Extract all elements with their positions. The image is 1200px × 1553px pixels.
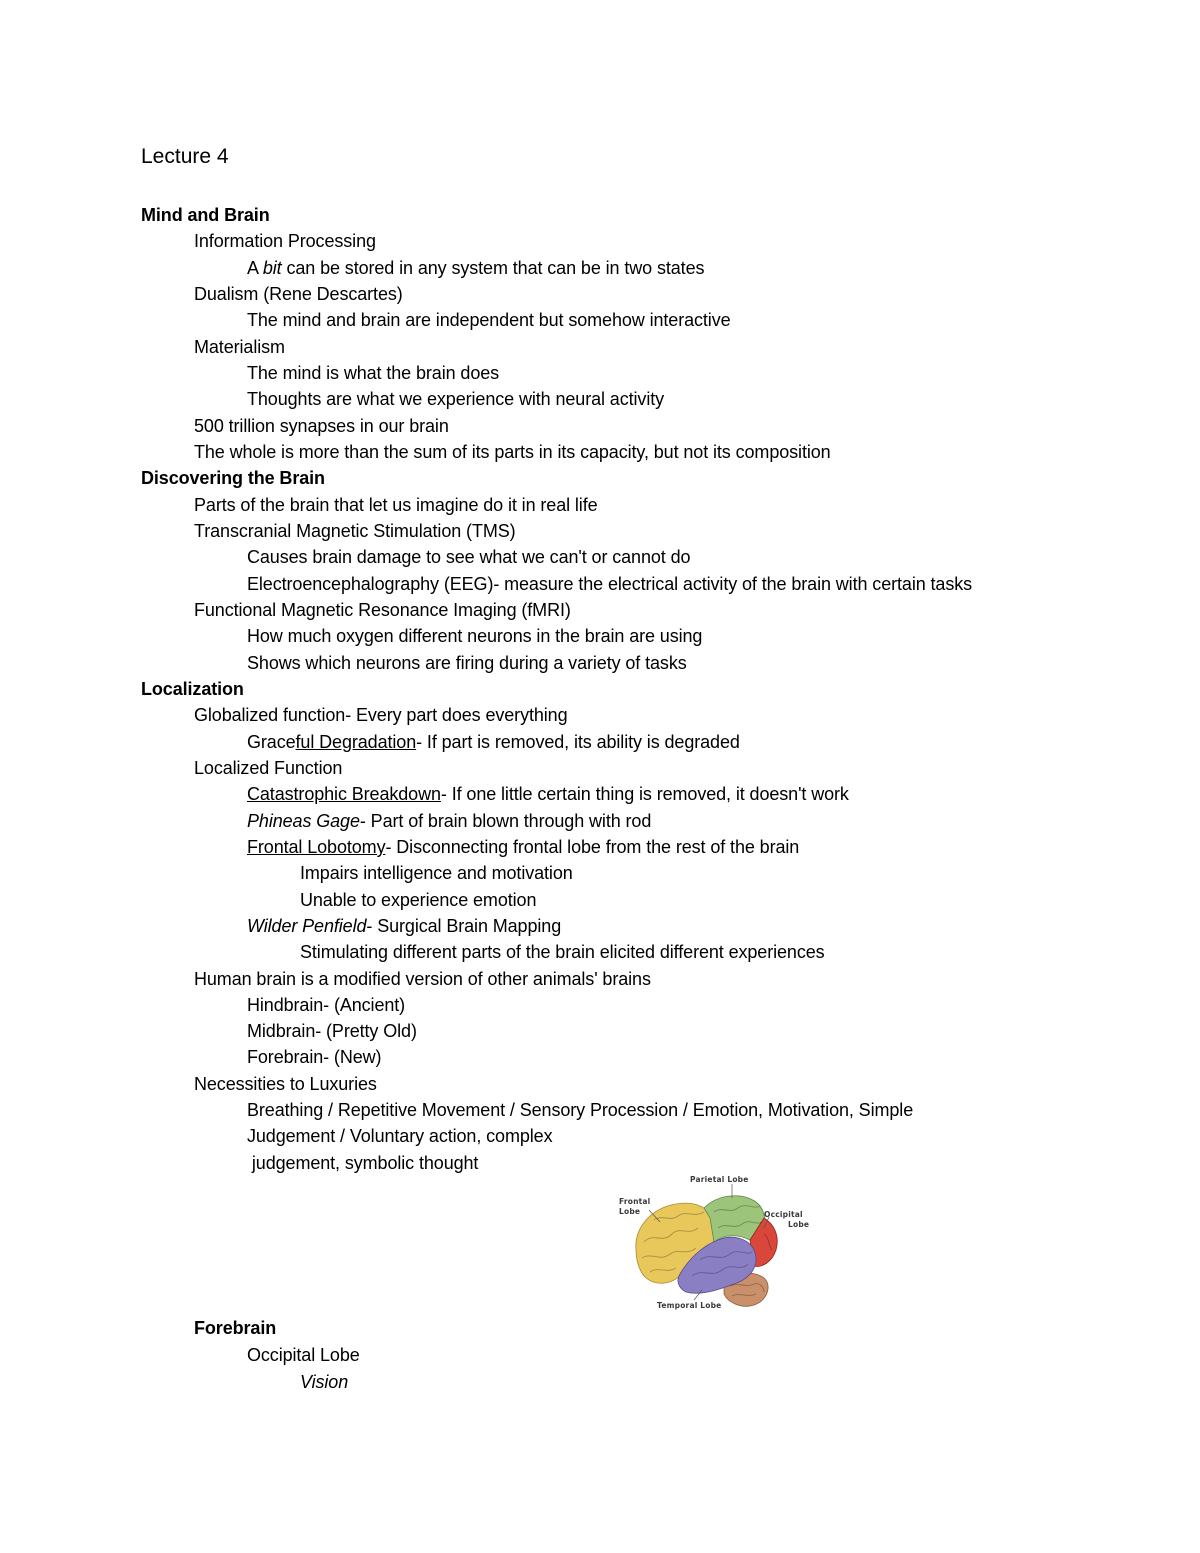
outline-item: The mind and brain are independent but somehow interactive (247, 310, 731, 330)
outline-item: Catastrophic Breakdown- If one little certain thing is removed, it doesn't work (247, 784, 849, 804)
outline-item: Occipital Lobe (247, 1345, 360, 1365)
outline-item: Unable to experience emotion (300, 890, 537, 910)
outline-item: 500 trillion synapses in our brain (194, 416, 449, 436)
outline-item: Forebrain- (New) (247, 1047, 382, 1067)
label-parietal-lobe: Parietal Lobe (690, 1175, 749, 1184)
outline-item: Globalized function- Every part does everything (194, 705, 568, 725)
outline-item: Materialism (194, 337, 285, 357)
outline-item: Hindbrain- (Ancient) (247, 995, 406, 1015)
outline-item: Midbrain- (Pretty Old) (247, 1021, 417, 1041)
page-title: Lecture 4 (141, 145, 229, 168)
outline-item: Frontal Lobotomy- Disconnecting frontal lobe from the rest of the brain (247, 837, 800, 857)
outline-item: Stimulating different parts of the brain elicited different experiences (300, 942, 825, 962)
outline-item: Dualism (Rene Descartes) (194, 284, 403, 304)
heading-discovering-the-brain: Discovering the Brain (141, 468, 325, 488)
underlined-term: Frontal Lobotomy (247, 837, 386, 857)
outline-item: The mind is what the brain does (247, 363, 500, 383)
outline-item: Graceful Degradation- If part is removed, its ability is degraded (247, 732, 740, 752)
heading-mind-and-brain: Mind and Brain (141, 205, 270, 225)
emphasis-text: bit (262, 258, 282, 278)
outline-item: Electroencephalography (EEG)- measure the electrical activity of the brain with certain tasks (247, 574, 973, 594)
outline-item: How much oxygen different neurons in the brain are using (247, 626, 703, 646)
outline-item: Judgement / Voluntary action, complex (247, 1126, 553, 1146)
heading-localization: Localization (141, 679, 244, 699)
label-occipital-lobe-line2: Lobe (788, 1220, 810, 1229)
label-frontal-lobe-line2: Lobe (619, 1207, 641, 1216)
outline-item: Causes brain damage to see what we can't or cannot do (247, 547, 691, 567)
brain-lobes-figure (614, 1172, 814, 1314)
outline-item: Breathing / Repetitive Movement / Sensory Procession / Emotion, Motivation, Simple (247, 1100, 914, 1120)
outline-item: Necessities to Luxuries (194, 1074, 377, 1094)
underlined-term: Catastrophic Breakdown (247, 784, 441, 804)
outline-item: Thoughts are what we experience with neural activity (247, 389, 665, 409)
outline-item: A bit can be stored in any system that can be in two states (247, 258, 705, 278)
outline-item: Localized Function (194, 758, 343, 778)
underlined-term: ful Degradation (295, 732, 417, 752)
outline-item: Human brain is a modified version of other animals' brains (194, 969, 651, 989)
outline-item: Functional Magnetic Resonance Imaging (fMRI) (194, 600, 571, 620)
label-frontal-lobe-line1: Frontal (619, 1197, 651, 1206)
outline-item: Vision (300, 1372, 349, 1392)
outline-item: judgement, symbolic thought (247, 1153, 479, 1173)
label-occipital-lobe-line1: Occipital (764, 1210, 803, 1219)
outline-item: Parts of the brain that let us imagine do it in real life (194, 495, 598, 515)
emphasis-text: Phineas Gage (247, 811, 360, 831)
outline-item: Phineas Gage- Part of brain blown through with rod (247, 811, 652, 831)
outline-item: Wilder Penfield- Surgical Brain Mapping (247, 916, 562, 936)
label-temporal-lobe: Temporal Lobe (657, 1301, 722, 1310)
heading-forebrain: Forebrain (194, 1318, 277, 1338)
outline-item: Transcranial Magnetic Stimulation (TMS) (194, 521, 516, 541)
outline-item: Impairs intelligence and motivation (300, 863, 573, 883)
outline-item: Shows which neurons are firing during a variety of tasks (247, 653, 687, 673)
outline-item: Information Processing (194, 231, 376, 251)
outline-item: The whole is more than the sum of its parts in its capacity, but not its composition (194, 442, 831, 462)
emphasis-text: Wilder Penfield (247, 916, 367, 936)
